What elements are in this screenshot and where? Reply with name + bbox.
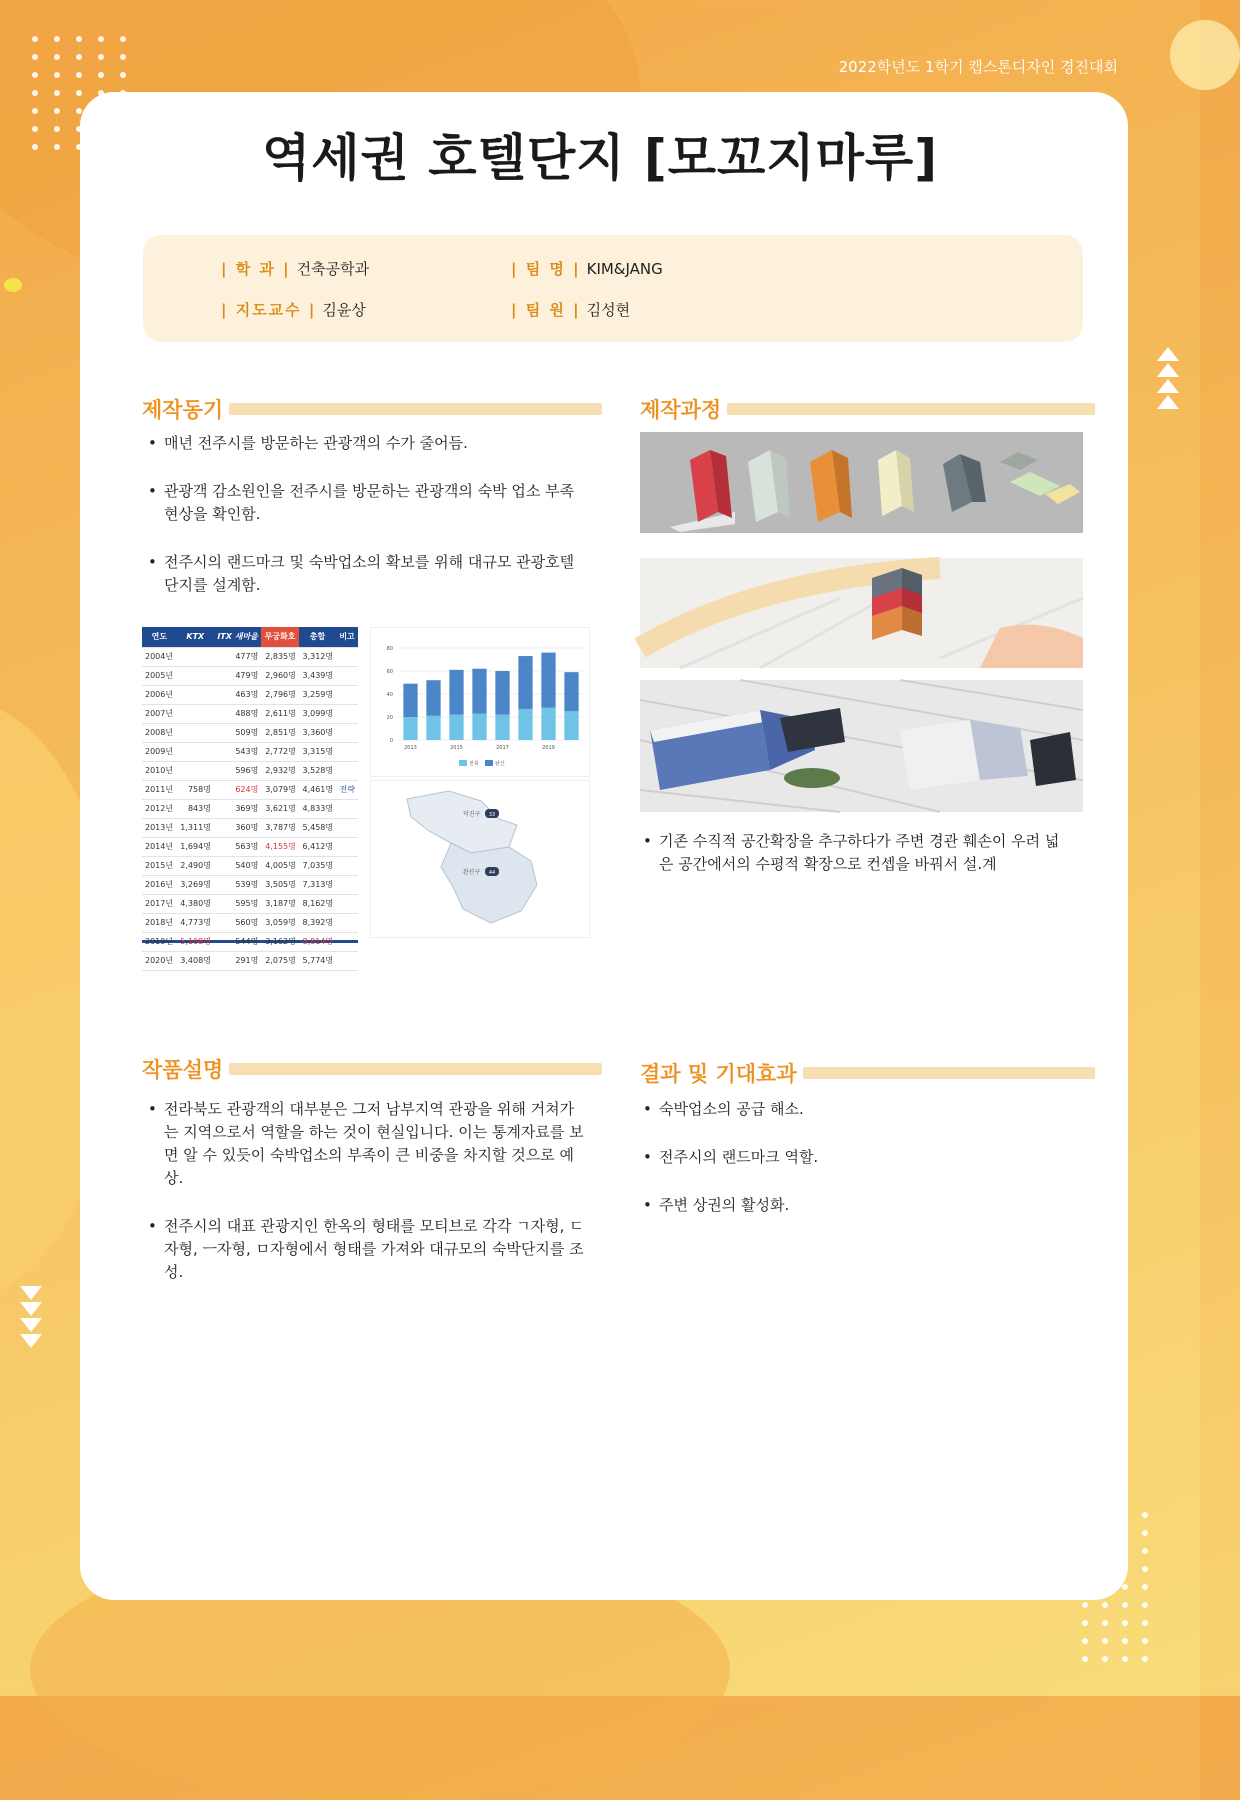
- table-cell: 3,269명: [177, 875, 214, 894]
- table-cell: 3,621명: [261, 799, 299, 818]
- table-cell: 5,458명: [299, 818, 336, 837]
- table-row: [142, 704, 358, 723]
- team-label: | 팀 명 |: [511, 260, 581, 278]
- table-cell: [336, 799, 358, 818]
- list-item: • 전주시의 랜드마크 및 숙박업소의 확보를 위해 대규모 관광호텔 단지를 설계함.: [148, 551, 588, 597]
- table-cell: 2010년: [142, 761, 177, 780]
- table-cell: 2,490명: [177, 856, 214, 875]
- table-cell: 2011년: [142, 780, 177, 799]
- table-cell: 3,787명: [261, 818, 299, 837]
- section-motivation-title: 제작동기: [142, 398, 224, 422]
- page-title: 역세권 호텔단지 [모꼬지마루]: [261, 129, 939, 187]
- description-list: [148, 1098, 588, 1284]
- table-cell: 540명: [214, 856, 261, 875]
- bar-2014-0: [426, 716, 440, 740]
- table-cell: [177, 704, 214, 723]
- table-cell: 543명: [214, 742, 261, 761]
- triangle-down-icon: [20, 1302, 42, 1316]
- table-header: 비고: [336, 627, 358, 647]
- table-cell: 2013년: [142, 818, 177, 837]
- table-cell: 7,035명: [299, 856, 336, 875]
- map-label-lower: 완산구: [463, 869, 481, 876]
- section-divider: [229, 1063, 602, 1075]
- table-cell: 4,773명: [177, 913, 214, 932]
- table-cell: 369명: [214, 799, 261, 818]
- table-cell: 6,412명: [299, 837, 336, 856]
- table-row: [142, 894, 358, 913]
- table-cell: 624명: [214, 780, 261, 799]
- table-cell: 3,312명: [299, 647, 336, 666]
- map-label-upper: 덕진구: [463, 811, 481, 818]
- table-cell: 3,099명: [299, 704, 336, 723]
- bar-2016-0: [472, 714, 486, 740]
- x-tick-label: 2013: [404, 745, 417, 751]
- team-row: [511, 258, 663, 279]
- table-row: [142, 818, 358, 837]
- table-cell: 2005년: [142, 666, 177, 685]
- table-cell: [336, 818, 358, 837]
- bar-2020-1: [564, 672, 578, 711]
- table-cell: 539명: [214, 875, 261, 894]
- table-cell: 4,005명: [261, 856, 299, 875]
- bar-2019-1: [541, 653, 555, 708]
- table-cell: [336, 856, 358, 875]
- table-cell: 2,075명: [261, 951, 299, 970]
- bar-2015-1: [449, 670, 463, 715]
- table-cell: 2,611명: [261, 704, 299, 723]
- list-item: • 기존 수직적 공간확장을 추구하다가 주변 경관 훼손이 우려 넓은 공간에서의 수평적 확장으로 컨셉을 바꿔서 설.계: [643, 830, 1073, 876]
- table-cell: [336, 875, 358, 894]
- site-map-svg: [640, 558, 1083, 668]
- table-header: 무궁화호: [261, 627, 299, 647]
- legend-label: 전북: [469, 761, 479, 767]
- table-cell: 560명: [214, 913, 261, 932]
- bar-2013-0: [403, 717, 417, 740]
- table-cell: 3,505명: [261, 875, 299, 894]
- table-cell: 2009년: [142, 742, 177, 761]
- member-row: [511, 299, 630, 320]
- table-row: [142, 666, 358, 685]
- table-cell: 2,796명: [261, 685, 299, 704]
- table-cell: 477명: [214, 647, 261, 666]
- table-cell: 1,311명: [177, 818, 214, 837]
- table-cell: [336, 723, 358, 742]
- y-tick-label: 40: [386, 692, 393, 698]
- table-cell: 2012년: [142, 799, 177, 818]
- table-cell: 8,162명: [299, 894, 336, 913]
- map-badge-upper-text: 33: [488, 812, 496, 818]
- table-cell: [177, 685, 214, 704]
- info-box: [143, 235, 1083, 342]
- list-item: • 전라북도 관광객의 대부분은 그저 남부지역 관광을 위해 거쳐가는 지역으로서 역할을 하는 것이 현실입니다. 이는 통계자료를 보면 알 수 있듯이 숙박업소의 부족이 큰 비중을 차지할 것으로 예상.: [148, 1098, 588, 1190]
- table-cell: 843명: [177, 799, 214, 818]
- table-cell: 1,694명: [177, 837, 214, 856]
- table-cell: 291명: [214, 951, 261, 970]
- section-results-header: [640, 1058, 1095, 1088]
- table-row: [142, 761, 358, 780]
- list-item: • 관광객 감소원인을 전주시를 방문하는 관광객의 숙박 업소 부족현상을 확인함.: [148, 480, 588, 526]
- table-cell: 2006년: [142, 685, 177, 704]
- section-description-title: 작품설명: [142, 1058, 224, 1082]
- map-region-upper: [407, 791, 517, 853]
- table-cell: 2,960명: [261, 666, 299, 685]
- table-cell: 2019년: [142, 932, 177, 951]
- table-cell: 8,814명: [299, 932, 336, 951]
- motivation-list: [148, 432, 588, 597]
- table-cell: 2,772명: [261, 742, 299, 761]
- table-row: [142, 913, 358, 932]
- map-badge-lower-text: 44: [488, 870, 496, 876]
- section-results-title: 결과 및 기대효과: [640, 1062, 797, 1086]
- section-process-title: 제작과정: [640, 398, 722, 422]
- table-row: [142, 780, 358, 799]
- section-description-header: [142, 1054, 602, 1084]
- table-cell: 3,315명: [299, 742, 336, 761]
- triangle-up-icon: [1157, 363, 1179, 377]
- triangle-down-icon: [20, 1318, 42, 1332]
- table-row: [142, 685, 358, 704]
- table-cell: [336, 666, 358, 685]
- table-cell: 4,461명: [299, 780, 336, 799]
- table-cell: [336, 913, 358, 932]
- table-cell: 488명: [214, 704, 261, 723]
- massing-svg: [640, 432, 1083, 533]
- table-cell: 2004년: [142, 647, 177, 666]
- table-cell: 3,059명: [261, 913, 299, 932]
- prof-row: [221, 299, 366, 320]
- table-cell: 3,439명: [299, 666, 336, 685]
- bar-2020-0: [564, 711, 578, 740]
- legend-label: 완산: [495, 761, 505, 767]
- table-cell: [177, 666, 214, 685]
- table-cell: 3,360명: [299, 723, 336, 742]
- table-cell: 3,187명: [261, 894, 299, 913]
- bar-chart: [371, 628, 591, 778]
- table-header-ktx: KTX: [177, 627, 214, 647]
- map-svg: [371, 781, 591, 939]
- list-item: • 전주시의 대표 관광지인 한옥의 형태를 모티브로 각각 ㄱ자형, ㄷ자형, ㅡ자형, ㅁ자형에서 형태를 가져와 대규모의 숙박단지를 조성.: [148, 1215, 588, 1284]
- bar-2019-0: [541, 708, 555, 740]
- table-cell: [336, 685, 358, 704]
- member-value: 김성현: [586, 301, 631, 319]
- table-cell: 3,079명: [261, 780, 299, 799]
- event-name: 2022학년도 1학기 캡스톤디자인 경진대회: [838, 58, 1118, 76]
- bar-2018-1: [518, 656, 532, 709]
- table-cell: 479명: [214, 666, 261, 685]
- bar-chart-panel: [370, 627, 590, 777]
- bar-2014-1: [426, 680, 440, 716]
- section-divider: [727, 403, 1095, 415]
- table-row: [142, 742, 358, 761]
- table-header-itx: ITX 새마을: [214, 627, 261, 647]
- table-cell: 595명: [214, 894, 261, 913]
- bar-2016-1: [472, 669, 486, 714]
- table-cell: 2007년: [142, 704, 177, 723]
- site-map-image: [640, 558, 1083, 668]
- triangle-up-icon: [1157, 395, 1179, 409]
- list-item: • 주변 상권의 활성화.: [643, 1194, 1073, 1217]
- legend-swatch: [459, 760, 467, 766]
- table-cell: 2018년: [142, 913, 177, 932]
- table-cell: 2020년: [142, 951, 177, 970]
- section-divider: [803, 1067, 1095, 1079]
- site-model-svg: [640, 680, 1083, 812]
- table-cell: 758명: [177, 780, 214, 799]
- table-cell: [336, 647, 358, 666]
- dept-label: | 학 과 |: [221, 260, 291, 278]
- triangle-up-icon: [1157, 347, 1179, 361]
- x-tick-label: 2015: [450, 745, 463, 751]
- table-row: [142, 875, 358, 894]
- table-cell: [177, 742, 214, 761]
- table-header: 연도: [142, 627, 177, 647]
- table-cell: 2017년: [142, 894, 177, 913]
- dept-value: 건축공학과: [296, 260, 370, 278]
- table-cell: [336, 704, 358, 723]
- table-cell: 4,380명: [177, 894, 214, 913]
- table-cell: 596명: [214, 761, 261, 780]
- table-header: 총합: [299, 627, 336, 647]
- table-cell: 2014년: [142, 837, 177, 856]
- bar-2015-0: [449, 715, 463, 740]
- massing-study-image: [640, 432, 1083, 533]
- bg-dot-yellow: [4, 278, 22, 292]
- process-list: [643, 830, 1073, 876]
- table-cell: [336, 894, 358, 913]
- table-cell: 5,108명: [177, 932, 214, 951]
- table-cell: 3,528명: [299, 761, 336, 780]
- statistics-table: [142, 627, 358, 965]
- prof-value: 김윤상: [322, 301, 366, 319]
- table-row: [142, 723, 358, 742]
- table-cell: 563명: [214, 837, 261, 856]
- table-cell: [177, 723, 214, 742]
- y-tick-label: 20: [386, 715, 393, 721]
- table-cell: 전략: [336, 780, 358, 799]
- dept-row: [221, 258, 369, 279]
- table-cell: 3,259명: [299, 685, 336, 704]
- bar-2017-1: [495, 671, 509, 715]
- table-row: [142, 951, 358, 970]
- table-cell: [336, 837, 358, 856]
- section-process-header: [640, 394, 1095, 424]
- list-item: • 전주시의 랜드마크 역할.: [643, 1146, 1073, 1169]
- table-cell: [177, 761, 214, 780]
- table-cell: 360명: [214, 818, 261, 837]
- table-cell: [336, 742, 358, 761]
- section-motivation-header: [142, 394, 602, 424]
- table-cell: 5,774명: [299, 951, 336, 970]
- y-tick-label: 60: [386, 669, 393, 675]
- map-region-lower: [441, 843, 537, 923]
- bg-blob-right: [1170, 20, 1240, 90]
- y-tick-label: 80: [386, 646, 393, 652]
- prof-label: | 지도교수 |: [221, 301, 317, 319]
- y-tick-label: 0: [389, 738, 393, 744]
- table-cell: 2016년: [142, 875, 177, 894]
- table-row: [142, 932, 358, 951]
- table-cell: 509명: [214, 723, 261, 742]
- table-cell: [336, 932, 358, 951]
- team-value: KIM&JANG: [586, 259, 663, 278]
- table-row: [142, 799, 358, 818]
- table-row: [142, 837, 358, 856]
- table-cell: 7,313명: [299, 875, 336, 894]
- table-cell: 2,932명: [261, 761, 299, 780]
- results-list: [643, 1098, 1073, 1217]
- table-cell: [336, 761, 358, 780]
- triangle-down-icon: [20, 1286, 42, 1300]
- list-item: • 숙박업소의 공급 해소.: [643, 1098, 1073, 1121]
- table-cell: 544명: [214, 932, 261, 951]
- legend-swatch: [485, 760, 493, 766]
- section-divider: [229, 403, 602, 415]
- table-cell: 4,833명: [299, 799, 336, 818]
- triangle-up-icon: [1157, 379, 1179, 393]
- x-tick-label: 2017: [496, 745, 509, 751]
- table-cell: 2015년: [142, 856, 177, 875]
- bar-2018-0: [518, 709, 532, 740]
- table-row: [142, 647, 358, 666]
- table-cell: 463명: [214, 685, 261, 704]
- table-cell: [336, 951, 358, 970]
- table-cell: 2,851명: [261, 723, 299, 742]
- bar-2013-1: [403, 684, 417, 717]
- table-cell: 3,162명: [261, 932, 299, 951]
- triangle-down-icon: [20, 1334, 42, 1348]
- x-tick-label: 2019: [542, 745, 555, 751]
- table-cell: 2,835명: [261, 647, 299, 666]
- member-label: | 팀 원 |: [511, 301, 581, 319]
- table-row: [142, 856, 358, 875]
- table-cell: [177, 647, 214, 666]
- site-model-image: [640, 680, 1083, 812]
- table-cell: 4,155명: [261, 837, 299, 856]
- list-item: • 매년 전주시를 방문하는 관광객의 수가 줄어듬.: [148, 432, 588, 455]
- region-map: [370, 780, 590, 938]
- table-cell: 8,392명: [299, 913, 336, 932]
- table-cell: 3,408명: [177, 951, 214, 970]
- table-cell: 2008년: [142, 723, 177, 742]
- bar-2017-0: [495, 715, 509, 740]
